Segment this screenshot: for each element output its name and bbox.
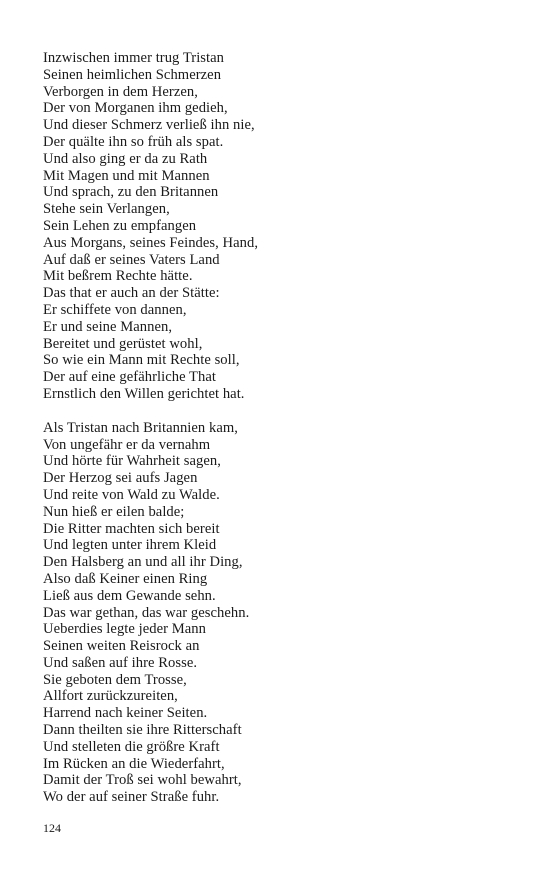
verse-line: Den Halsberg an und all ihr Ding, xyxy=(43,554,243,571)
verse-line: Und legten unter ihrem Kleid xyxy=(43,537,217,554)
verse-line: Stehe sein Verlangen, xyxy=(43,201,170,218)
verse-line: Auf daß er seines Vaters Land xyxy=(43,251,220,268)
verse-line: Und also ging er da zu Rath xyxy=(43,150,208,167)
verse-line: Mit beßrem Rechte hätte. xyxy=(43,268,193,285)
verse-line: Und stelleten die größre Kraft xyxy=(43,738,220,755)
stanza xyxy=(43,50,513,403)
verse-line: Das that er auch an der Stätte: xyxy=(43,285,220,302)
verse-line: Von ungefähr er da vernahm xyxy=(43,436,211,453)
verse-line: Der Herzog sei aufs Jagen xyxy=(43,470,198,487)
verse-line: Der quälte ihn so früh als spat. xyxy=(43,133,224,150)
page-number: 124 xyxy=(43,821,61,835)
verse-line: Seinen weiten Reisrock an xyxy=(43,638,200,655)
verse-line: Mit Magen und mit Mannen xyxy=(43,167,210,184)
verse-line: Im Rücken an die Wiederfahrt, xyxy=(43,755,225,772)
verse-line: Ueberdies legte jeder Mann xyxy=(43,621,206,638)
verse-line: Verborgen in dem Herzen, xyxy=(43,83,198,100)
verse-line: Und dieser Schmerz verließ ihn nie, xyxy=(43,117,255,134)
verse-line: Bereitet und gerüstet wohl, xyxy=(43,335,203,352)
verse-line: Er schiffete von dannen, xyxy=(43,301,187,318)
verse-line: Nun hieß er eilen balde; xyxy=(43,503,185,520)
verse-line: Aus Morgans, seines Feindes, Hand, xyxy=(43,234,259,251)
verse-line: Der auf eine gefährliche That xyxy=(43,369,216,386)
verse-line: Und saßen auf ihre Rosse. xyxy=(43,654,198,671)
verse-line: Damit der Troß sei wohl bewahrt, xyxy=(43,772,242,789)
verse-line: Seinen heimlichen Schmerzen xyxy=(43,66,222,83)
verse-line: Ernstlich den Willen gerichtet hat. xyxy=(43,385,245,402)
verse-line: Sein Lehen zu empfangen xyxy=(43,217,197,234)
verse-line: Wo der auf seiner Straße fuhr. xyxy=(43,789,220,806)
verse-line: Dann theilten sie ihre Ritterschaft xyxy=(43,722,242,739)
verse-line: Inzwischen immer trug Tristan xyxy=(43,50,225,66)
verse-line: Und sprach, zu den Britannen xyxy=(43,184,219,201)
verse-line: Harrend nach keiner Seiten. xyxy=(43,705,208,722)
verse-line: Als Tristan nach Britannien kam, xyxy=(43,419,238,436)
stanza xyxy=(43,420,513,806)
verse-line: Allfort zurückzureiten, xyxy=(43,688,178,705)
verse-line: Und reite von Wald zu Walde. xyxy=(43,486,220,503)
verse-line: Sie geboten dem Trosse, xyxy=(43,671,187,688)
verse-line: Er und seine Mannen, xyxy=(43,318,173,335)
verse-line: Also daß Keiner einen Ring xyxy=(43,570,208,587)
verse-line: Der von Morganen ihm gedieh, xyxy=(43,100,228,117)
poem-text xyxy=(43,50,513,806)
verse-line: Das war gethan, das war geschehn. xyxy=(43,604,250,621)
verse-line: Ließ aus dem Gewande sehn. xyxy=(43,587,216,604)
verse-line: Die Ritter machten sich bereit xyxy=(43,520,220,537)
verse-line: So wie ein Mann mit Rechte soll, xyxy=(43,352,240,369)
verse-line: Und hörte für Wahrheit sagen, xyxy=(43,453,221,470)
